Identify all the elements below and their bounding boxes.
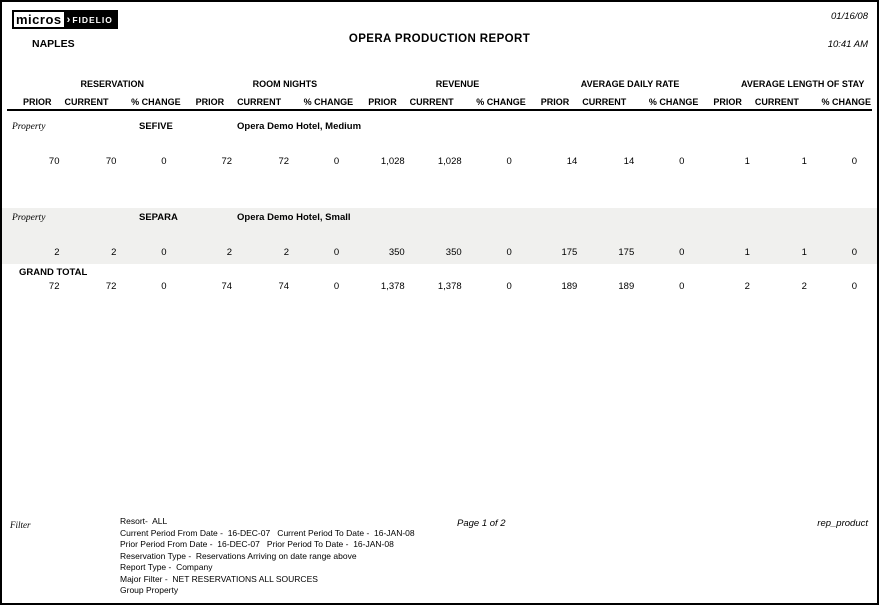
filter-details bbox=[120, 516, 415, 597]
cell: 0 bbox=[506, 247, 512, 258]
cell: 72 bbox=[105, 281, 117, 292]
report-time: 10:41 AM bbox=[827, 39, 868, 50]
cell: 0 bbox=[679, 281, 685, 292]
cell: 2 bbox=[744, 281, 750, 292]
filter-line: Reservation Type - Reservations Arriving on date range above bbox=[120, 550, 357, 561]
section-data-row bbox=[8, 247, 871, 258]
cell: 74 bbox=[278, 281, 290, 292]
cell: 1 bbox=[801, 247, 807, 258]
cell: 1 bbox=[744, 247, 750, 258]
section-property-name: Opera Demo Hotel, Small bbox=[237, 212, 351, 223]
cell: 0 bbox=[851, 156, 857, 167]
column-group-header-row bbox=[8, 79, 871, 89]
col-header-current: CURRENT bbox=[409, 97, 454, 107]
cell: 0 bbox=[333, 281, 340, 292]
section-row-label: Property bbox=[12, 122, 46, 132]
cell: 0 bbox=[506, 156, 512, 167]
cell: 0 bbox=[333, 247, 340, 258]
col-header-pct-change: % CHANGE bbox=[303, 97, 354, 107]
column-subheader-row bbox=[8, 97, 871, 107]
section-property-code: SEPARA bbox=[139, 212, 178, 223]
group-header-average-daily-rate: AVERAGE DAILY RATE bbox=[580, 79, 680, 89]
filter-line: Prior Period From Date - 16-DEC-07 Prior Period To Date - 16-JAN-08 bbox=[120, 539, 394, 549]
cell: 0 bbox=[333, 156, 340, 167]
col-header-current: CURRENT bbox=[64, 97, 109, 107]
cell: 1 bbox=[744, 156, 750, 167]
cell: 0 bbox=[851, 281, 857, 292]
fidelio-logo-text: FIDELIO bbox=[72, 14, 113, 25]
col-header-prior: PRIOR bbox=[368, 97, 397, 107]
cell: 175 bbox=[561, 247, 578, 258]
cell: 74 bbox=[221, 281, 233, 292]
cell: 72 bbox=[278, 156, 290, 167]
filter-line: Resort- ALL bbox=[120, 516, 168, 526]
cell: 0 bbox=[161, 156, 167, 167]
section-property-code: SEFIVE bbox=[139, 121, 173, 132]
micros-fidelio-logo bbox=[12, 10, 118, 29]
cell: 14 bbox=[566, 156, 578, 167]
section-row-label: Property bbox=[12, 213, 46, 223]
group-header-room-nights: ROOM NIGHTS bbox=[252, 79, 318, 89]
filter-line: Current Period From Date - 16-DEC-07 Current Period To Date - 16-JAN-08 bbox=[120, 527, 415, 538]
section-header bbox=[8, 121, 871, 135]
col-header-pct-change: % CHANGE bbox=[648, 97, 699, 107]
col-header-prior: PRIOR bbox=[713, 97, 742, 107]
cell: 72 bbox=[221, 156, 233, 167]
group-header-average-length-of-stay: AVERAGE LENGTH OF STAY bbox=[741, 79, 865, 89]
col-header-pct-change: % CHANGE bbox=[131, 97, 181, 107]
cell: 189 bbox=[561, 281, 578, 292]
cell: 70 bbox=[105, 156, 117, 167]
section-header bbox=[8, 212, 871, 226]
report-code: rep_product bbox=[817, 518, 868, 529]
group-header-reservation: RESERVATION bbox=[80, 79, 145, 89]
cell: 14 bbox=[623, 156, 635, 167]
cell: 72 bbox=[48, 281, 60, 292]
page-indicator: Page 1 of 2 bbox=[457, 518, 506, 529]
property-name: NAPLES bbox=[32, 38, 75, 50]
cell: 1,378 bbox=[380, 281, 405, 292]
cell: 2 bbox=[226, 247, 233, 258]
cell: 0 bbox=[161, 281, 167, 292]
filter-line: Major Filter - NET RESERVATIONS ALL SOURCES bbox=[120, 573, 318, 584]
cell: 2 bbox=[54, 247, 60, 258]
col-header-prior: PRIOR bbox=[22, 97, 52, 107]
cell: 350 bbox=[388, 247, 405, 258]
grand-total-row bbox=[8, 281, 871, 292]
report-date: 01/16/08 bbox=[831, 11, 868, 22]
cell: 189 bbox=[618, 281, 635, 292]
col-header-prior: PRIOR bbox=[195, 97, 225, 107]
cell: 2 bbox=[111, 247, 117, 258]
cell: 70 bbox=[48, 156, 60, 167]
cell: 1,378 bbox=[437, 281, 462, 292]
col-header-current: CURRENT bbox=[754, 97, 799, 107]
report-title: OPERA PRODUCTION REPORT bbox=[348, 33, 531, 45]
fidelio-arrow-icon: › bbox=[66, 13, 72, 26]
cell: 0 bbox=[851, 247, 857, 258]
cell: 2 bbox=[801, 281, 807, 292]
cell: 0 bbox=[679, 156, 685, 167]
filter-line: Report Type - Company bbox=[120, 562, 213, 572]
cell: 0 bbox=[506, 281, 512, 292]
cell: 1,028 bbox=[380, 156, 405, 167]
cell: 1 bbox=[801, 156, 807, 167]
cell: 2 bbox=[283, 247, 290, 258]
cell: 350 bbox=[445, 247, 462, 258]
group-header-revenue: REVENUE bbox=[435, 79, 480, 89]
section-data-row bbox=[8, 156, 871, 167]
col-header-pct-change: % CHANGE bbox=[821, 97, 871, 107]
col-header-current: CURRENT bbox=[237, 97, 282, 107]
cell: 1,028 bbox=[437, 156, 462, 167]
filter-label: Filter bbox=[10, 520, 31, 530]
col-header-current: CURRENT bbox=[582, 97, 627, 107]
micros-logo-text: micros bbox=[12, 10, 66, 29]
section-property-name: Opera Demo Hotel, Medium bbox=[237, 121, 362, 132]
filter-line: Group Property bbox=[120, 585, 179, 595]
grand-total-label: GRAND TOTAL bbox=[19, 267, 88, 278]
cell: 0 bbox=[161, 247, 167, 258]
cell: 0 bbox=[679, 247, 685, 258]
col-header-prior: PRIOR bbox=[540, 97, 570, 107]
fidelio-logo-box bbox=[66, 10, 118, 29]
col-header-pct-change: % CHANGE bbox=[476, 97, 526, 107]
header-rule bbox=[7, 109, 872, 111]
cell: 175 bbox=[618, 247, 635, 258]
